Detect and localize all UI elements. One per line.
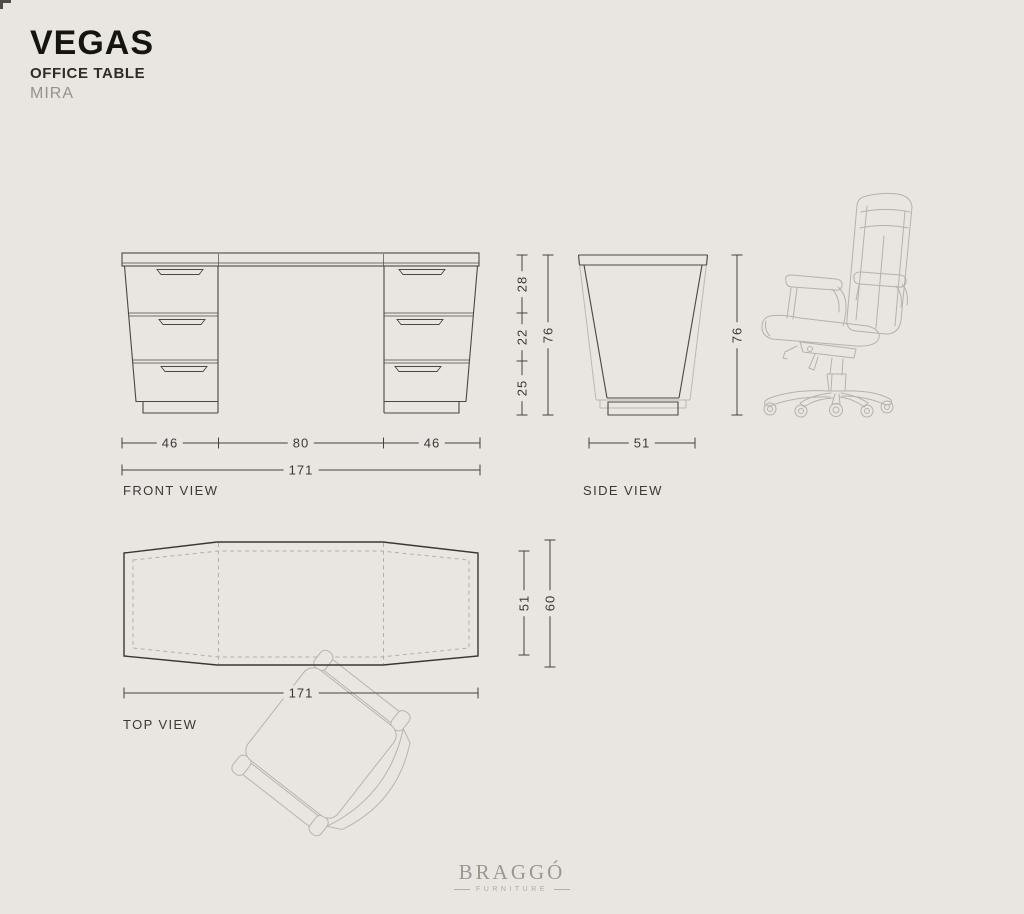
left-pedestal [125,266,219,413]
tagline-rule-right [554,889,570,890]
dim-side-width: 51 [629,436,655,451]
desk-top-front [122,253,479,266]
side-dimension-lines [589,255,743,449]
top-view-dashed-outline [133,543,469,664]
tagline-text: FURNITURE [476,886,548,893]
brand-tagline [454,886,570,893]
dim-top-total-depth: 60 [543,590,558,616]
dim-front-total-height: 76 [541,322,556,348]
top-view-drawing [124,542,478,665]
side-view-label: SIDE VIEW [583,483,663,498]
brand-name: BRAGGÓ [458,860,566,884]
dim-side-height: 76 [730,322,745,348]
front-view-drawing [122,253,479,413]
product-name: VEGAS [30,24,155,62]
dim-front-height-middle: 22 [515,324,530,350]
office-chair-top-illustration [229,647,435,855]
tagline-rule-left [454,889,470,890]
dim-front-height-top: 28 [515,271,530,297]
dim-front-total-width: 171 [284,463,319,478]
dim-front-width-left: 46 [157,436,183,451]
side-view-drawing [579,255,708,415]
dim-top-work-depth: 51 [517,590,532,616]
brand-logo [454,862,570,893]
product-type: OFFICE TABLE [30,65,146,82]
dim-front-width-right: 46 [419,436,445,451]
dim-front-width-center: 80 [288,436,314,451]
top-view-label: TOP VIEW [123,717,198,732]
dim-front-height-bottom: 25 [515,375,530,401]
collection-name: MIRA [30,85,74,102]
right-pedestal [384,266,478,413]
dim-top-total-width: 171 [284,686,319,701]
front-view-label: FRONT VIEW [123,483,219,498]
office-chair-side-illustration [762,193,912,417]
